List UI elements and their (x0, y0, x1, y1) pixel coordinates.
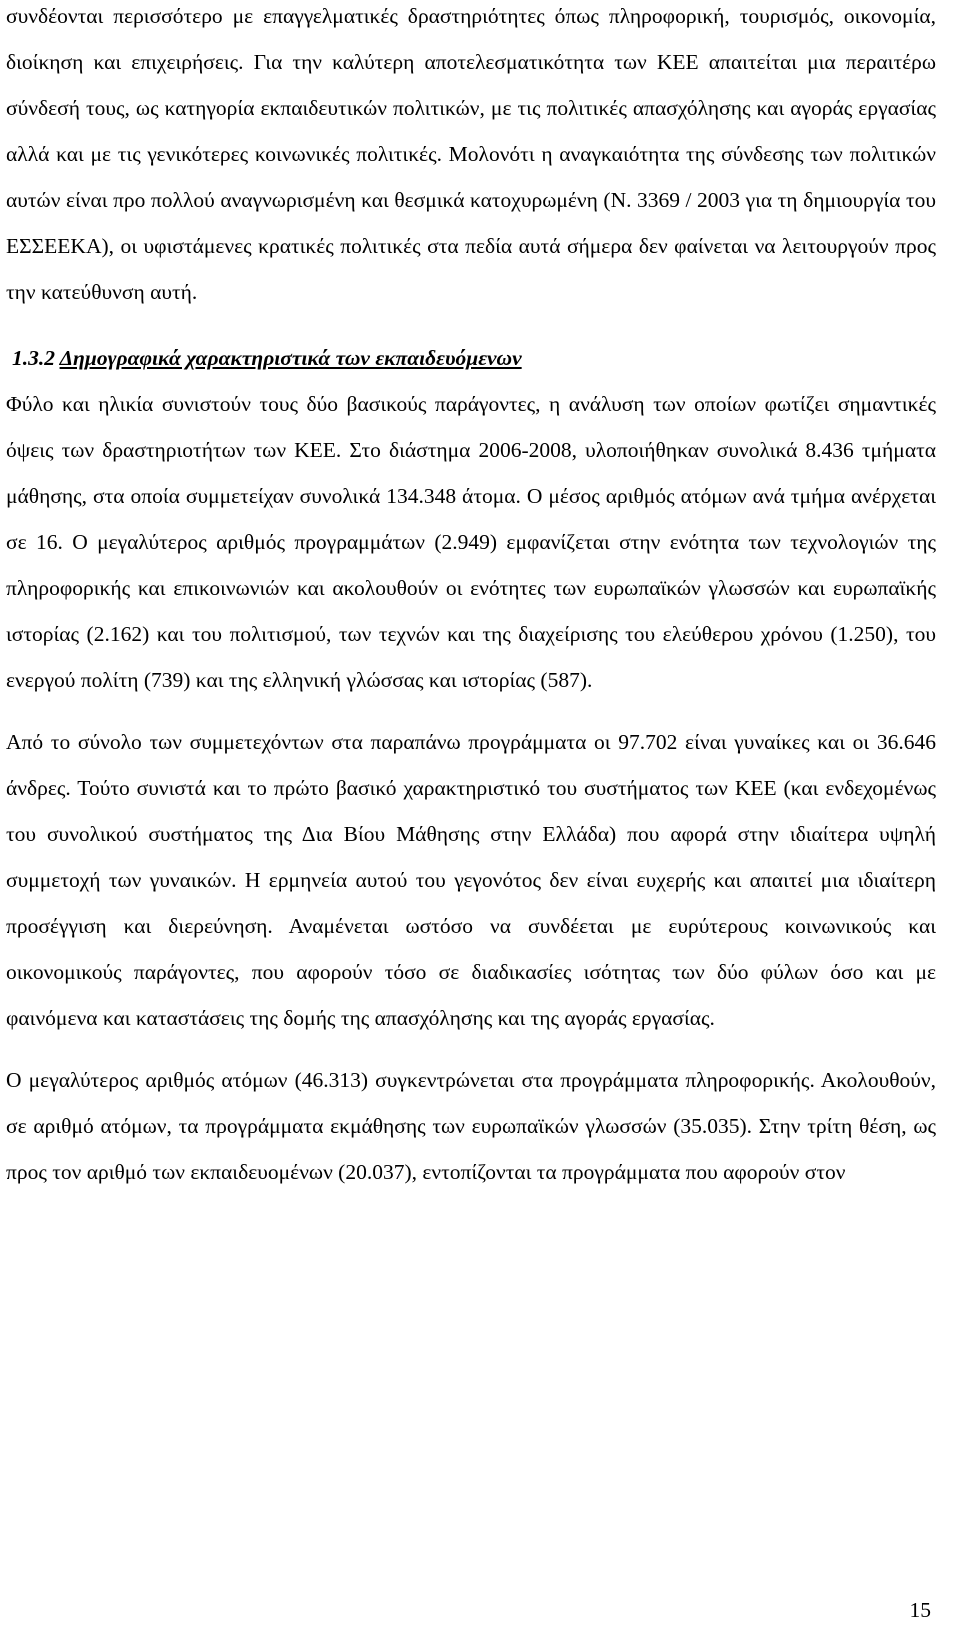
paragraph-gender: Από το σύνολο των συμμετεχόντων στα παραπάνω προγράμματα οι 97.702 είναι γυναίκες και οι 36.646 άνδρες. Τούτο συνιστά και το πρώτο βασικό χαρακτηριστικό του συστήματος των ΚΕΕ (και ενδεχομένως του συνολικού συστήματος της Δια Βίου Μάθησης στην Ελλάδα) που αφορά στην ιδιαίτερα υψηλή συμμετοχή των γυναικών. Η ερμηνεία αυτού του γεγονότος δεν είναι ευχερής και απαιτεί μια ιδιαίτερη προσέγγιση και διερεύνηση. Αναμένεται ωστόσο να συνδέεται με ευρύτερους κοινωνικούς και οικονομικούς παράγοντες, που αφορούν τόσο σε διαδικασίες ισότητας των δύο φύλων όσο και με φαινόμενα και καταστάσεις της δομής της απασχόλησης και της αγοράς εργασίας. (6, 730, 936, 1030)
page-number: 15 (909, 1598, 931, 1622)
paragraph-programs: Ο μεγαλύτερος αριθμός ατόμων (46.313) συγκεντρώνεται στα προγράμματα πληροφορικής. Ακολουθούν, σε αριθμό ατόμων, τα προγράμματα εκμάθησης των ευρωπαϊκών γλωσσών (35.035). Στην τρίτη θέση, ως προς τον αριθμό των εκπαιδευομένων (20.037), εντοπίζονται τα προγράμματα που αφορούν στον (6, 1068, 936, 1184)
paragraph-demographics: Φύλο και ηλικία συνιστούν τους δύο βασικούς παράγοντες, η ανάλυση των οποίων φωτίζει σημαντικές όψεις των δραστηριοτήτων των ΚΕΕ. Στο διάστημα 2006-2008, υλοποιήθηκαν συνολικά 8.436 τμήματα μάθησης, στα οποία συμμετείχαν συνολικά 134.348 άτομα. Ο μέσος αριθμός ατόμων ανά τμήμα ανέρχεται σε 16. Ο μεγαλύτερος αριθμός προγραμμάτων (2.949) εμφανίζεται στην ενότητα των τεχνολογιών της πληροφορικής και επικοινωνιών και ακολουθούν οι ενότητες των ευρωπαϊκών γλωσσών και ευρωπαϊκής ιστορίας (2.162) και του πολιτισμού, των τεχνών και της διαχείρισης του ελεύθερου χρόνου (1.250), του ενεργού πολίτη (739) και της ελληνική γλώσσας και ιστορίας (587). (6, 392, 936, 692)
section-heading (12, 335, 936, 381)
section-title: Δημογραφικά χαρακτηριστικά των εκπαιδευόμενων (59, 346, 522, 370)
section-number: 1.3.2 (12, 346, 55, 370)
paragraph-continuation: συνδέονται περισσότερο με επαγγελματικές δραστηριότητες όπως πληροφορική, τουρισμός, οικονομία, διοίκηση και επιχειρήσεις. Για την καλύτερη αποτελεσματικότητα των ΚΕΕ απαιτείται μια περαιτέρω σύνδεσή τους, ως κατηγορία εκπαιδευτικών πολιτικών, με τις πολιτικές απασχόλησης και αγοράς εργασίας αλλά και με τις γενικότερες κοινωνικές πολιτικές. Μολονότι η αναγκαιότητα της σύνδεσης των πολιτικών αυτών είναι προ πολλού αναγνωρισμένη και θεσμικά κατοχυρωμένη (Ν. 3369 / 2003 για τη δημιουργία του ΕΣΣΕΕΚΑ), οι υφιστάμενες κρατικές πολιτικές στα πεδία αυτά σήμερα δεν φαίνεται να λειτουργούν προς την κατεύθυνση αυτή. (6, 4, 936, 304)
